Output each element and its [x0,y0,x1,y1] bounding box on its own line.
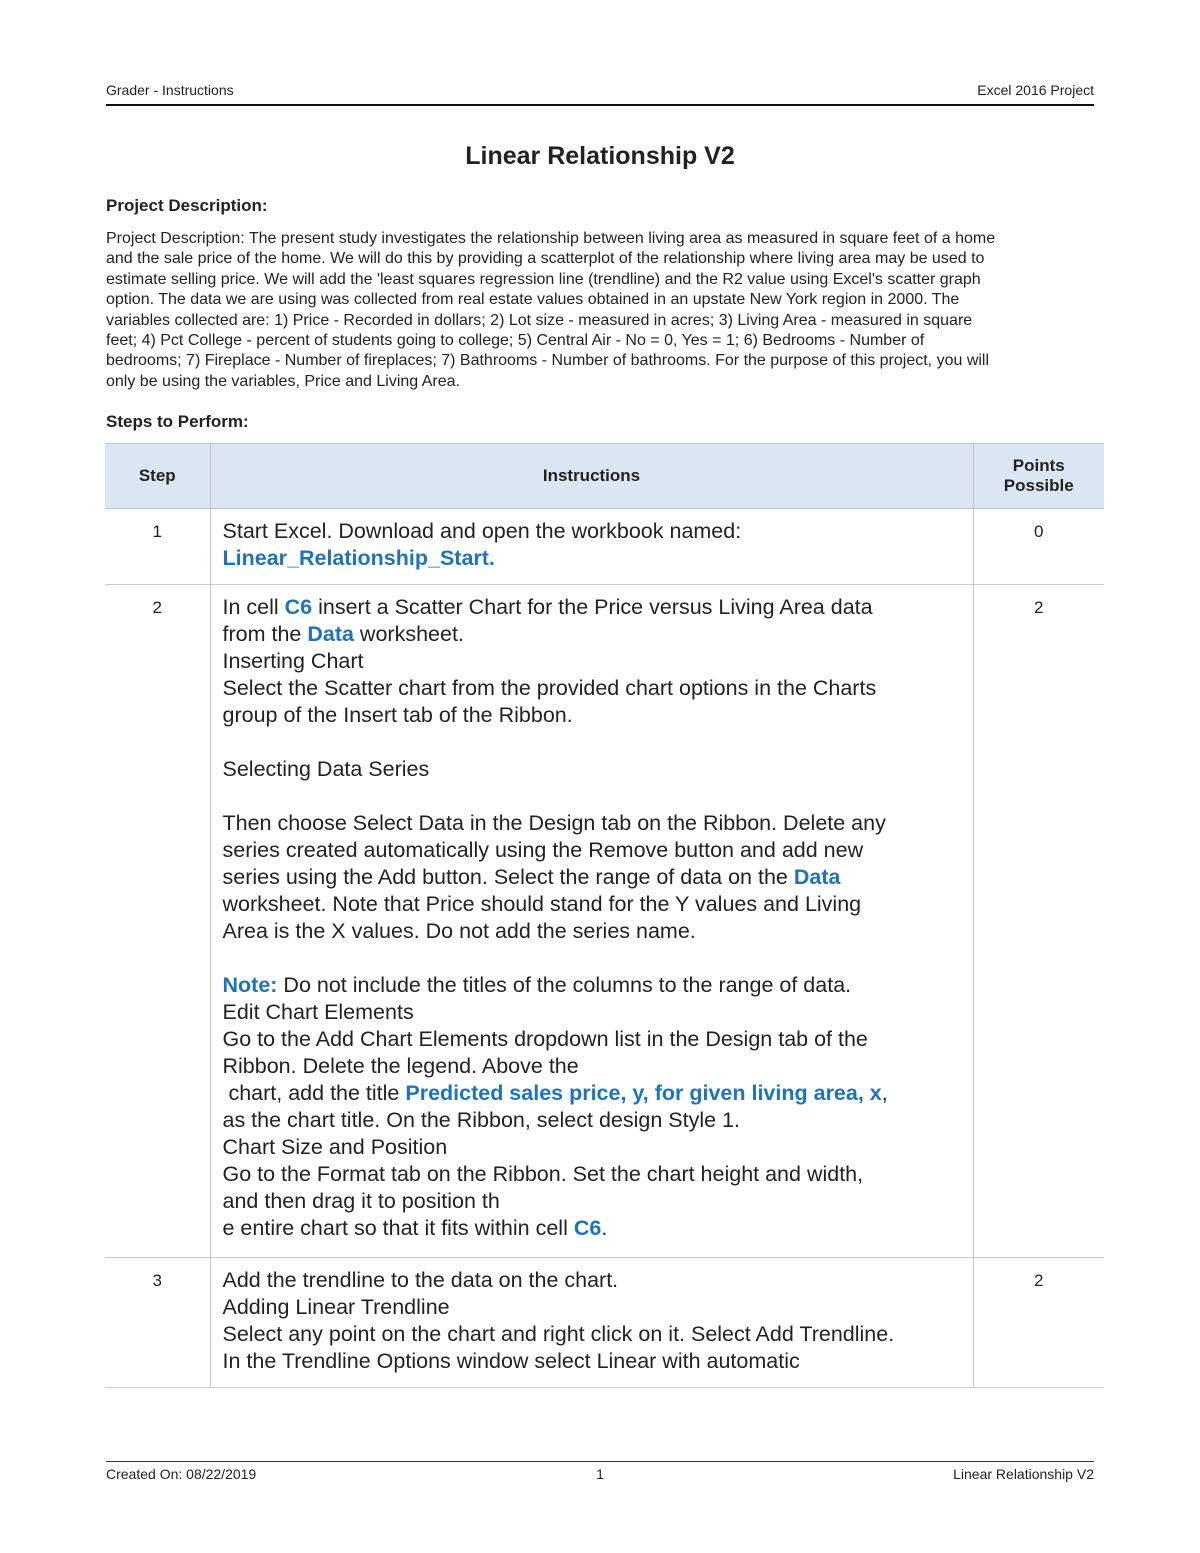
instruction-subheading: Inserting Chart [222,649,364,673]
instruction-line: Area is the X values. Do not add the series name. [222,919,696,943]
steps-heading: Steps to Perform: [106,412,249,431]
instruction-line: chart, add the title Predicted sales price, y, for given living area, x, [222,1081,888,1105]
points-value: 2 [973,1258,1104,1388]
instruction-subheading: Adding Linear Trendline [222,1295,450,1319]
step-number: 3 [105,1258,210,1388]
step-number: 1 [105,509,210,585]
page-footer [106,1461,1094,1482]
points-header-line: Points [1012,456,1065,475]
worksheet-reference: Data [793,865,841,889]
table-row [105,1258,1104,1388]
instruction-line: In cell C6 insert a Scatter Chart for the Price versus Living Area data [222,595,873,619]
instruction-line: Select the Scatter chart from the provided chart options in the Charts [222,676,877,700]
column-header-step: Step [105,444,210,509]
instruction-line: as the chart title. On the Ribbon, select design Style 1. [222,1108,740,1132]
blank-line [223,783,965,810]
step-number: 2 [105,585,210,1258]
instruction-line: series using the Add button. Select the range of data on the Data [222,865,841,889]
document-title: Linear Relationship V2 [465,142,735,170]
description-line: option. The data we are using was collected from real estate values obtained in an upstate New York region in 2000. The [106,291,960,309]
instruction-line: worksheet. Note that Price should stand for the Y values and Living [222,892,862,916]
chart-title-text: Predicted sales price, y, for given living area, x [405,1081,882,1105]
table-row [105,509,1104,585]
blank-line [223,945,965,972]
cell-reference: C6 [284,595,313,619]
project-description [106,229,1096,392]
instruction-line: series created automatically using the Remove button and add new [222,838,864,862]
description-line: estimate selling price. We will add the 'least squares regression line (trendline) and the R2 value using Excel's scatter graph [106,270,981,288]
footer-created-date: Created On: 08/22/2019 [106,1466,257,1482]
page-header [106,82,1094,106]
step-instructions [210,1258,973,1388]
instruction-line: Go to the Format tab on the Ribbon. Set the chart height and width, [222,1162,864,1186]
table-row [105,585,1104,1258]
description-line: feet; 4) Pct College - percent of students going to college; 5) Central Air - No = 0, Yes = 1; 6) Bedrooms - Number of [106,332,925,350]
column-header-instructions: Instructions [210,444,973,509]
header-left: Grader - Instructions [106,82,234,98]
page-number: 1 [596,1466,604,1482]
instruction-subheading: Selecting Data Series [222,757,430,781]
blank-line [223,729,965,756]
description-line: variables collected are: 1) Price - Recorded in dollars; 2) Lot size - measured in acres; 3) Living Area - measured in square [106,311,973,329]
step-instructions [210,509,973,585]
instruction-line: from the Data worksheet. [222,622,464,646]
instruction-line: Select any point on the chart and right click on it. Select Add Trendline. [222,1322,895,1346]
cell-reference: C6 [573,1216,602,1240]
column-header-points [973,444,1104,509]
workbook-name: Linear_Relationship_Start. [222,546,495,570]
instruction-line: Ribbon. Delete the legend. Above the [222,1054,579,1078]
instruction-subheading: Chart Size and Position [222,1135,448,1159]
table-header-row [105,444,1104,509]
points-header-line: Possible [1003,476,1074,495]
instruction-line: Start Excel. Download and open the workbook named: [222,519,742,543]
note-label: Note: [222,973,278,997]
footer-document-name: Linear Relationship V2 [953,1466,1094,1482]
description-line: Project Description: The present study investigates the relationship between living area as measured in square feet of a home [106,230,996,247]
instruction-line: Then choose Select Data in the Design tab on the Ribbon. Delete any [222,811,886,835]
step-instructions [210,585,973,1258]
project-description-heading: Project Description: [106,196,268,215]
instruction-line: In the Trendline Options window select Linear with automatic [222,1349,800,1373]
instruction-line: Go to the Add Chart Elements dropdown list in the Design tab of the [222,1027,868,1051]
points-value: 0 [973,509,1104,585]
description-line: only be using the variables, Price and Living Area. [106,372,460,390]
instruction-line: e entire chart so that it fits within cell C6. [222,1216,608,1240]
description-line: bedrooms; 7) Fireplace - Number of fireplaces; 7) Bathrooms - Number of bathrooms. For the purpose of this project, you will [106,352,990,370]
instruction-line: Note: Do not include the titles of the columns to the range of data. [222,973,852,997]
header-right: Excel 2016 Project [977,82,1094,98]
steps-table [105,443,1104,1388]
instruction-line: Add the trendline to the data on the chart. [222,1268,619,1292]
worksheet-reference: Data [307,622,354,646]
instruction-line: group of the Insert tab of the Ribbon. [222,703,573,727]
instruction-line: and then drag it to position th [222,1189,500,1213]
description-line: and the sale price of the home. We will do this by providing a scatterplot of the relationship where living area may be used to [106,250,985,268]
points-value: 2 [973,585,1104,1258]
instruction-subheading: Edit Chart Elements [222,1000,414,1024]
